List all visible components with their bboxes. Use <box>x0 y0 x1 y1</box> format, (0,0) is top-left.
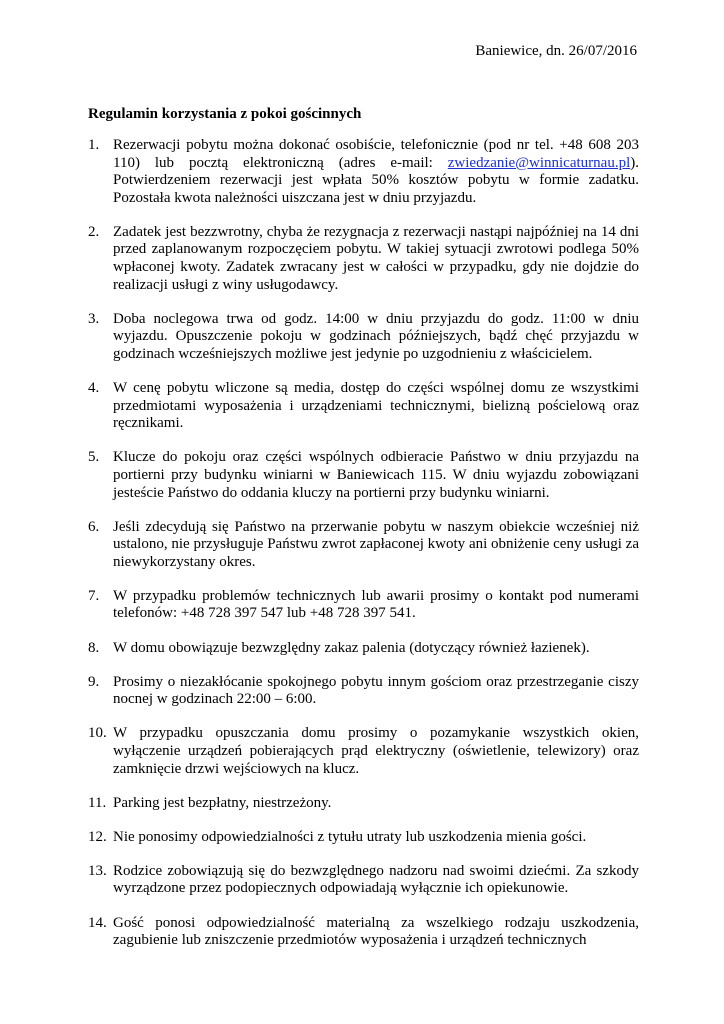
rule-item-12 <box>88 829 639 847</box>
rule-number: 1. <box>88 137 100 153</box>
rule-number: 9. <box>88 673 100 690</box>
rule-text: Rezerwacji pobytu można dokonać osobiście, telefonicznie (pod nr tel. +48 608 203 110) lub pocztą elektroniczną (adres e-mail: <box>113 137 639 171</box>
rule-item-1 <box>88 137 639 207</box>
rule-number: 2. <box>88 223 100 240</box>
rule-item-7 <box>88 588 639 623</box>
rule-number: 14. <box>88 914 107 931</box>
rule-text: Zadatek jest bezzwrotny, chyba że rezygnacja z rezerwacji nastąpi najpóźniej na 14 dni przed zaplanowanym rozpoczęciem pobytu. W takiej sytuacji zwrotowi podlega 50% wpłaconej kwoty. Zadatek zwracany jest w całości w przypadku, gdy nie dojdzie do realizacji usługi z winy usługodawcy. <box>113 223 639 293</box>
rule-item-8 <box>88 640 639 658</box>
rule-number: 5. <box>88 449 100 466</box>
rule-item-11 <box>88 795 639 813</box>
rule-text: W przypadku opuszczania domu prosimy o pozamykanie wszystkich okien, wyłączenie urządzeń pobierających prąd elektryczny (oświetlenie, telewizory) oraz zamknięcie drzwi wejściowych na klucz. <box>113 725 639 777</box>
rule-number: 4. <box>88 380 100 397</box>
rule-number: 12. <box>88 828 107 845</box>
rule-item-3 <box>88 311 639 364</box>
rule-number: 11. <box>88 794 107 811</box>
rules-list <box>88 137 639 966</box>
rule-number: 13. <box>88 862 107 879</box>
rule-item-10 <box>88 725 639 778</box>
rule-text: Klucze do pokoju oraz części wspólnych odbieracie Państwo w dniu przyjazdu na portierni przy budynku winiarni w Baniewicach 115. W dniu wyjazdu zobowiązani jesteście Państwo do oddania kluczy na portierni przy budynku winiarni. <box>113 449 639 501</box>
rule-text: Parking jest bezpłatny, niestrzeżony. <box>113 794 332 811</box>
rule-item-13 <box>88 863 639 898</box>
rule-text: Nie ponosimy odpowiedzialności z tytułu utraty lub uszkodzenia mienia gości. <box>113 828 587 845</box>
rule-number: 3. <box>88 310 100 327</box>
rule-text: W domu obowiązuje bezwzględny zakaz palenia (dotyczący również łazienek). <box>113 639 590 656</box>
rule-number: 6. <box>88 518 100 535</box>
date-line: Baniewice, dn. 26/07/2016 <box>475 43 637 59</box>
rule-text: W cenę pobytu wliczone są media, dostęp do części wspólnej domu ze wszystkimi przedmiotami wyposażenia i urządzeniami technicznymi, bielizną pościelową oraz ręcznikami. <box>113 380 639 432</box>
rule-text: W przypadku problemów technicznych lub awarii prosimy o kontakt pod numerami telefonów: +48 728 397 547 lub +48 728 397 541. <box>113 587 639 622</box>
rule-item-2 <box>88 224 639 294</box>
rule-item-5 <box>88 449 639 502</box>
rule-text: ). Potwierdzeniem rezerwacji jest wpłata 50% kosztów pobytu w formie zadatku. Pozostała kwota należności uiszczana jest w dniu przyjazdu. <box>113 154 639 206</box>
rule-item-4 <box>88 380 639 433</box>
rule-number: 7. <box>88 587 100 604</box>
rule-item-14 <box>88 915 639 950</box>
rule-text: Prosimy o niezakłócanie spokojnego pobytu innym gościom oraz przestrzeganie ciszy nocnej w godzinach 22:00 – 6:00. <box>113 673 639 708</box>
rule-number: 10. <box>88 725 107 742</box>
email-link[interactable]: zwiedzanie@winnicaturnau.pl <box>447 154 631 171</box>
rule-text: Rodzice zobowiązują się do bezwzględnego nadzoru nad swoimi dziećmi. Za szkody wyrządzone przez podopiecznych odpowiadają wyłącznie ich opiekunowie. <box>113 862 639 897</box>
page-title: Regulamin korzystania z pokoi gościnnych <box>88 106 362 122</box>
rule-text: Doba noclegowa trwa od godz. 14:00 w dniu przyjazdu do godz. 11:00 w dniu wyjazdu. Opuszczenie pokoju w godzinach późniejszych, bądź chęć przyjazdu w godzinach wcześniejszych możliwe jest jedynie po uzgodnieniu z właścicielem. <box>113 310 639 362</box>
rule-item-6 <box>88 519 639 572</box>
rule-text: Gość ponosi odpowiedzialność materialną za wszelkiego rodzaju uszkodzenia, zagubienie lub zniszczenie przedmiotów wyposażenia i urządzeń technicznych <box>113 914 639 949</box>
rule-item-9 <box>88 674 639 709</box>
rule-number: 8. <box>88 639 100 656</box>
rule-text: Jeśli zdecydują się Państwo na przerwanie pobytu w naszym obiekcie wcześniej niż ustalono, nie przysługuje Państwu zwrot zapłaconej kwoty ani obniżenie ceny usługi za niewykorzystany okres. <box>113 518 639 570</box>
